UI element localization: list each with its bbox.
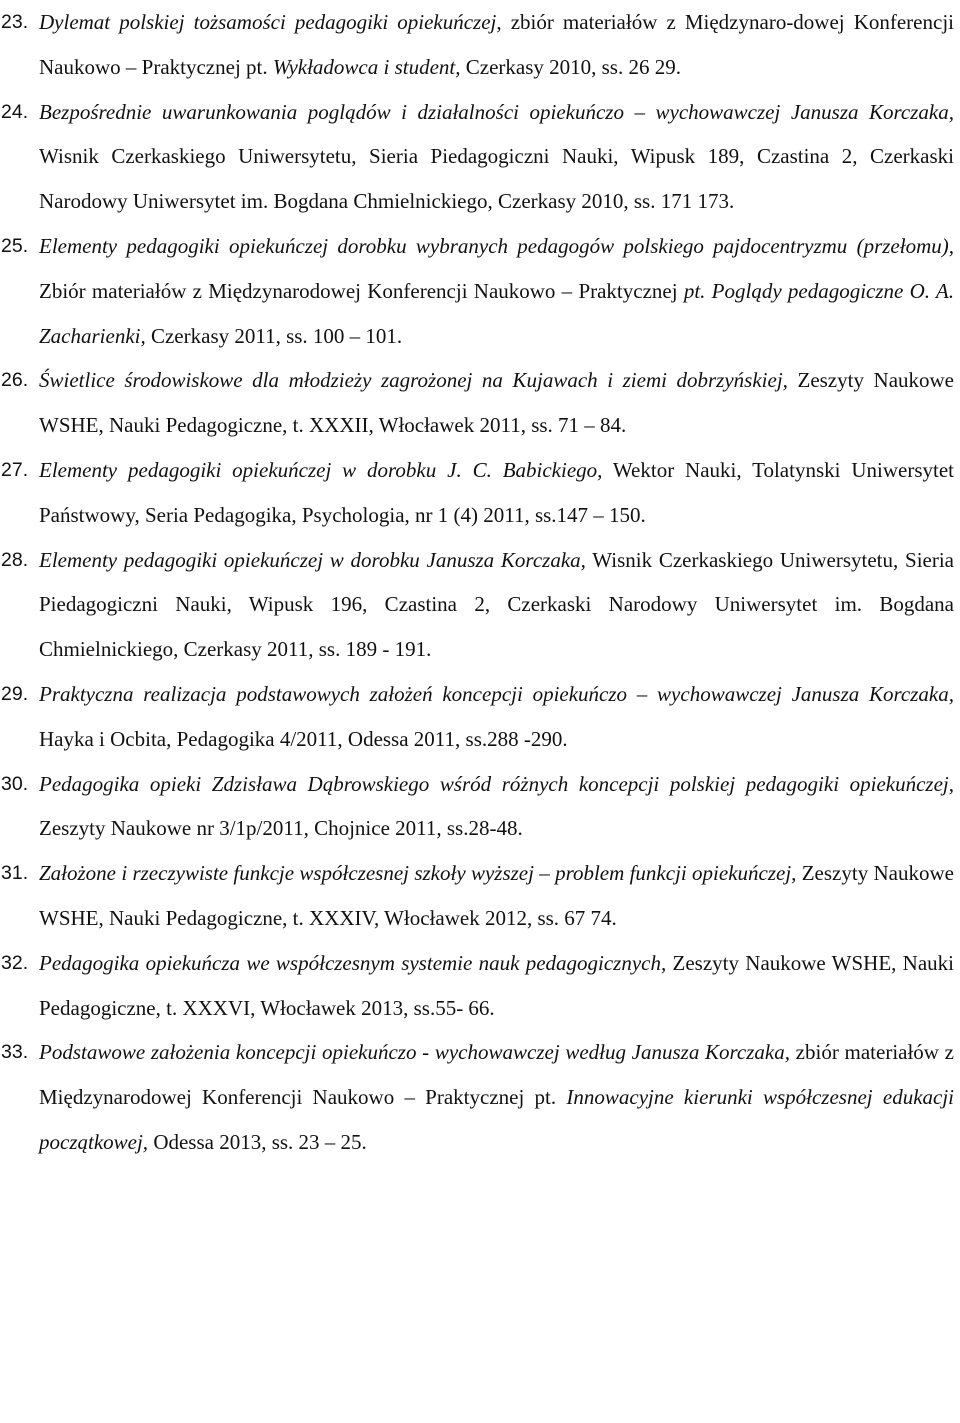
- bibliography-entry: [0, 851, 960, 941]
- entry-number: 24.: [1, 100, 29, 123]
- entry-title: Praktyczna realizacja podstawowych założeń koncepcji opiekuńczo – wychowawczej Janusza Korczaka,: [39, 681, 954, 706]
- entry-number: 31.: [1, 862, 29, 885]
- entry-text: Odessa 2013, ss. 23 – 25.: [148, 1129, 367, 1154]
- entry-text: Hayka i Ocbita, Pedagogika 4/2011, Odessa 2011, ss.288 -290.: [39, 726, 568, 751]
- entry-title: Pedagogika opiekuńcza we współczesnym systemie nauk pedagogicznych,: [39, 950, 667, 975]
- entry-number: 29.: [1, 682, 29, 705]
- bibliography-entry: [0, 538, 960, 672]
- entry-text: Zbiór materiałów z Międzynarodowej Konferencji Naukowo – Praktycznej: [39, 278, 684, 303]
- entry-text: Czerkasy 2010, ss. 26 29.: [460, 54, 681, 79]
- bibliography-entry: [0, 224, 960, 358]
- bibliography-entry: [0, 1030, 960, 1164]
- bibliography-entry: [0, 762, 960, 852]
- entry-number: 32.: [1, 951, 29, 974]
- entry-text: Zeszyty Naukowe WSHE, Nauki Pedagogiczne, t. XXXII, Włocławek 2011, ss. 71 – 84.: [39, 368, 955, 438]
- entry-title: pt. Poglądy pedagogiczne O. A. Zacharienki,: [39, 278, 954, 348]
- entry-title: Bezpośrednie uwarunkowania poglądów i działalności opiekuńczo – wychowawczej Janusza Korczaka,: [39, 99, 954, 124]
- entry-number: 30.: [1, 772, 29, 795]
- bibliography-entry: [0, 672, 960, 762]
- entry-number: 25.: [1, 234, 29, 257]
- entry-title: Założone i rzeczywiste funkcje współczesnej szkoły wyższej – problem funkcji opiekuńczej,: [39, 861, 797, 886]
- entry-text: Wisnik Czerkaskiego Uniwersytetu, Sieria Piedagogiczni Nauki, Wipusk 189, Czastina 2, Czerkaski Narodowy Uniwersytet im. Bogdana Chmielnickiego, Czerkasy 2010, ss. 171 173.: [39, 144, 954, 214]
- bibliography-entry: [0, 448, 960, 538]
- entry-text: Zeszyty Naukowe WSHE, Nauki Pedagogiczne, t. XXXVI, Włocławek 2013, ss.55- 66.: [39, 950, 954, 1020]
- entry-number: 27.: [1, 458, 29, 481]
- bibliography-entry: [0, 0, 960, 90]
- bibliography-entry: [0, 941, 960, 1031]
- entry-text: Wisnik Czerkaskiego Uniwersytetu, Sieria Piedagogiczni Nauki, Wipusk 196, Czastina 2, Czerkaski Narodowy Uniwersytet im. Bogdana Chmielnickiego, Czerkasy 2011, ss. 189 - 191.: [39, 547, 955, 662]
- entry-text: Czerkasy 2011, ss. 100 – 101.: [145, 323, 403, 348]
- entry-text: zbiór materiałów z Międzynaro-dowej Konferencji Naukowo – Praktycznej pt.: [39, 10, 954, 79]
- entry-text: Zeszyty Naukowe nr 3/1p/2011, Chojnice 2011, ss.28-48.: [39, 816, 523, 841]
- entry-title: Pedagogika opieki Zdzisława Dąbrowskiego wśród różnych koncepcji polskiej pedagogiki opiekuńczej,: [39, 771, 954, 796]
- entry-number: 33.: [1, 1041, 29, 1064]
- bibliography-entry: [0, 358, 960, 448]
- entry-text: Zeszyty Naukowe WSHE, Nauki Pedagogiczne, t. XXXIV, Włocławek 2012, ss. 67 74.: [39, 861, 954, 930]
- entry-title: Innowacyjne kierunki współczesnej edukacji początkowej,: [39, 1085, 955, 1154]
- entry-title: Elementy pedagogiki opiekuńczej w dorobku Janusza Korczaka,: [39, 547, 586, 572]
- entry-title: Dylemat polskiej tożsamości pedagogiki opiekuńczej,: [39, 10, 502, 34]
- entry-title: Podstawowe założenia koncepcji opiekuńczo - wychowawczej według Janusza Korczaka,: [39, 1040, 790, 1065]
- entry-number: 26.: [1, 369, 29, 392]
- entry-title: Wykładowca i student,: [272, 54, 461, 79]
- bibliography-entry: [0, 90, 960, 224]
- entry-text: Wektor Nauki, Tolatynski Uniwersytet Państwowy, Seria Pedagogika, Psychologia, nr 1 (4) 2011, ss.147 – 150.: [39, 457, 954, 527]
- entry-title: Elementy pedagogiki opiekuńczej dorobku wybranych pedagogów polskiego pajdocentryzmu (przełomu),: [39, 233, 954, 258]
- entry-number: 23.: [1, 11, 29, 33]
- entry-title: Elementy pedagogiki opiekuńczej w dorobku J. C. Babickiego,: [39, 457, 603, 482]
- entry-title: Świetlice środowiskowe dla młodzieży zagrożonej na Kujawach i ziemi dobrzyńskiej,: [39, 368, 788, 393]
- entry-text: zbiór materiałów z Międzynarodowej Konferencji Naukowo – Praktycznej pt.: [39, 1040, 954, 1110]
- entry-number: 28.: [1, 548, 29, 571]
